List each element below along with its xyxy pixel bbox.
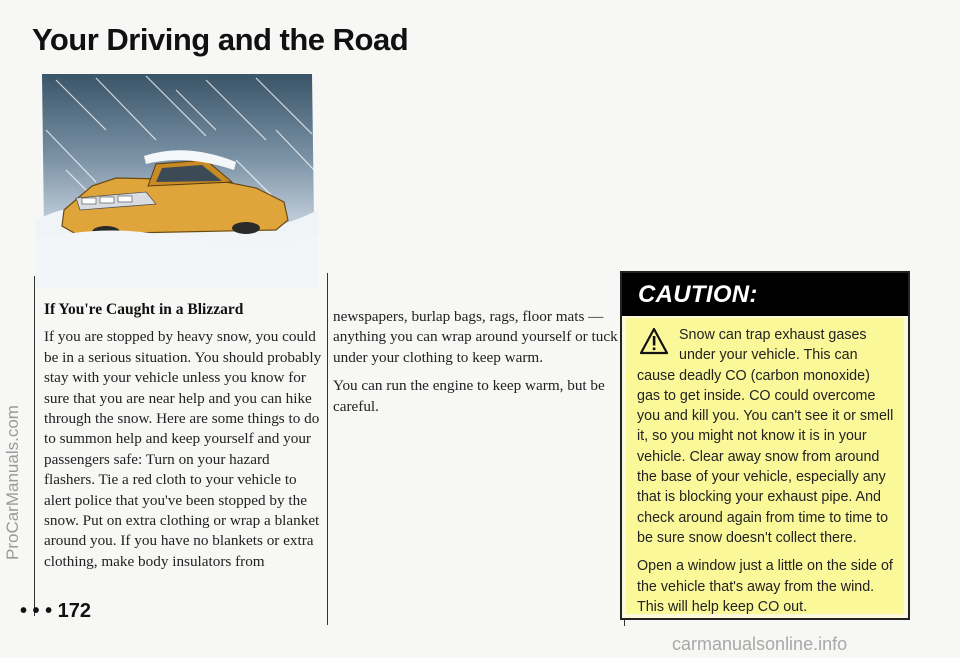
watermark-side: ProCarManuals.com <box>3 405 22 560</box>
caution-paragraph-window: Open a window just a little on the side of the vehicle that's away from the wind. This will help keep CO out. <box>637 558 893 615</box>
left-column <box>44 300 324 580</box>
body-paragraph-continued: newspapers, burlap bags, rags, floor mats — anything you can wrap around yourself or tuck under your clothing to keep warm. <box>333 308 618 366</box>
watermark-bottom: carmanualsonline.info <box>672 634 848 654</box>
page-title: Your Driving and the Road <box>32 22 409 57</box>
warning-triangle-icon <box>639 327 669 355</box>
body-paragraph-engine: You can run the engine to keep warm, but be careful. <box>333 377 605 415</box>
car-in-blizzard-illustration <box>36 70 318 288</box>
body-paragraph: If you are stopped by heavy snow, you could be in a serious situation. You should probably stay with your vehicle unless you know for sure that you are near help and you can hike through the snow. Here are some things to do to summon help and keep yourself and your passengers safe: Turn on your hazard flashers. Tie a red cloth to your vehicle to alert police that you've been stopped by the snow. Put on extra clothing or wrap a blanket around you. If you have no blankets or extra clothing, make body insulators from <box>44 328 322 570</box>
caution-paragraph-co: Snow can trap exhaust gases under your vehicle. This can cause deadly CO (carbon monoxide) gas to get inside. CO could overcome you and kill you. You can't see it or smell it, so you might not know it is in your vehicle. Clear away snow from around the base of your vehicle, especially any that is blocking your exhaust pipe. And check around again from time to time to be sure snow doesn't collect there. <box>637 327 894 546</box>
column-divider-left <box>34 276 35 616</box>
middle-column <box>333 307 618 425</box>
caution-header: CAUTION: <box>622 273 908 316</box>
caution-body <box>626 318 904 614</box>
caution-box <box>620 271 910 620</box>
page-number: • • • 172 <box>20 600 92 622</box>
section-heading: If You're Caught in a Blizzard <box>44 301 244 318</box>
column-divider-middle <box>327 273 328 625</box>
